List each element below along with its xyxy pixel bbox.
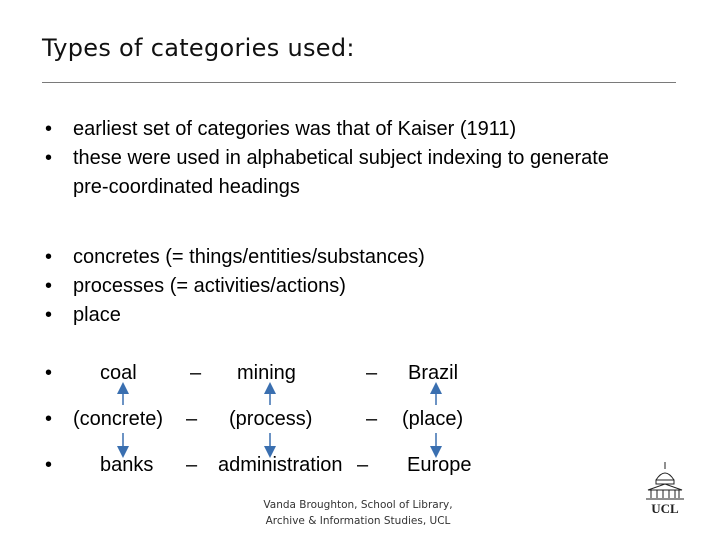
bullet-text: processes (= activities/actions) [73, 275, 346, 297]
bullet-dot: • [45, 118, 53, 140]
bullet-text: earliest set of categories was that of Kaiser (1911) [73, 118, 517, 140]
category-place: (place) [402, 408, 464, 430]
footer-line: Vanda Broughton, School of Library, [263, 499, 453, 511]
example-concrete: banks [100, 454, 154, 476]
bullet-dot: • [45, 454, 53, 476]
bullet-text: these were used in alphabetical subject indexing to generate pre-coordinated headings [73, 147, 609, 198]
category-process: (process) [229, 408, 313, 430]
example-place: Brazil [408, 362, 459, 384]
slide-title: Types of categories used: [42, 34, 355, 62]
example-dash: – [186, 408, 198, 430]
bullet-text: concretes (= things/entities/substances) [73, 246, 425, 268]
ucl-logo-text: UCL [651, 501, 679, 516]
bullet-dot: • [45, 362, 53, 384]
bullet-dot: • [45, 246, 53, 268]
example-dash: – [357, 454, 369, 476]
ucl-logo [640, 460, 690, 518]
slide-footer [258, 497, 458, 529]
bullet-dot: • [45, 408, 53, 430]
bullet-text: place [73, 304, 121, 326]
example-dash: – [186, 454, 198, 476]
footer-line: Archive & Information Studies, UCL [265, 515, 451, 527]
example-dash: – [190, 362, 202, 384]
bullet-dot: • [45, 275, 53, 297]
example-dash: – [366, 408, 378, 430]
example-place: Europe [407, 454, 472, 476]
example-dash: – [366, 362, 378, 384]
example-concrete: coal [100, 362, 137, 384]
category-concrete: (concrete) [73, 408, 164, 430]
bullet-dot: • [45, 147, 53, 169]
example-process: administration [218, 454, 343, 476]
example-process: mining [237, 362, 296, 384]
bullet-dot: • [45, 304, 53, 326]
